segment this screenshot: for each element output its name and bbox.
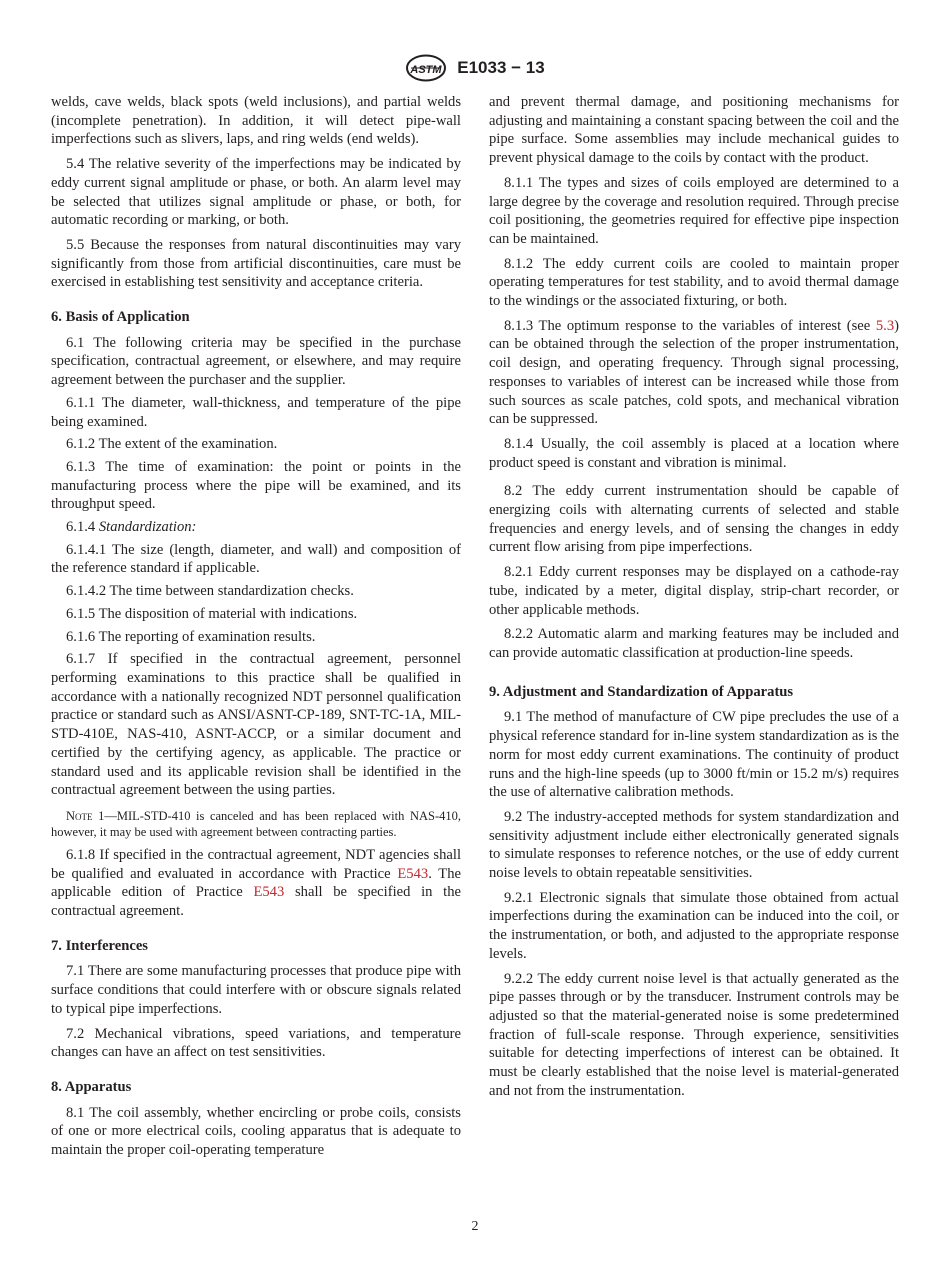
paragraph-8-1-2: 8.1.2 The eddy current coils are cooled to maintain proper operating temperatures for test stability, and to avoid thermal damage to the windings or the associated fixturing, or both. bbox=[489, 255, 899, 310]
paragraph-6-1-4-number: 6.1.4 bbox=[66, 519, 96, 536]
paragraph-6-1-8 bbox=[51, 846, 461, 921]
right-column bbox=[489, 93, 899, 1104]
paragraph-8-1-4: 8.1.4 Usually, the coil assembly is placed at a location where product speed is constant and vibration is minimal. bbox=[489, 435, 899, 471]
paragraph-8-1-1: 8.1.1 The types and sizes of coils employed are determined to a large degree by the coverage and resolution required. Through precise coil positioning, the geometries required for effective pipe inspection can be maintained. bbox=[489, 174, 899, 247]
page-number: 2 bbox=[471, 1219, 479, 1234]
paragraph-9-2-2: 9.2.2 The eddy current noise level is that actually generated as the pipe passes through or by the transducer. Instrument controls may be adjusted so that the material-generated noise is some predetermined fraction of full-scale response. Through experience, sensitivities suitable for detecting imperfections of interest can be obtained. It must be clearly established that the noise level is material-generated and not from the instrumentation. bbox=[489, 970, 899, 1099]
paragraph-8-2-2: 8.2.2 Automatic alarm and marking features may be included and can provide automatic classification at production-line speeds. bbox=[489, 626, 899, 661]
astm-logo-text: ASTM bbox=[410, 64, 442, 76]
paragraph-5-4: 5.4 The relative severity of the imperfections may be indicated by eddy current signal amplitude or phase, or both. An alarm level may be selected that utilizes signal amplitude or phase, or both, for automatic recording or marking, or both. bbox=[51, 156, 461, 229]
paragraph-8-1-3-text-a: 8.1.3 The optimum response to the variables of interest (see bbox=[504, 317, 876, 334]
paragraph-6-1-6: 6.1.6 The reporting of examination results. bbox=[66, 628, 316, 645]
paragraph-6-1-4-title: Standardization: bbox=[98, 519, 197, 536]
e543-link[interactable]: E543 bbox=[397, 865, 429, 882]
paragraph-8-2: 8.2 The eddy current instrumentation should be capable of energizing coils with alternating currents of selected and stable frequencies and energy levels, and of sensing the changes in eddy current flow arising from pipe imperfections. bbox=[489, 483, 899, 556]
left-column bbox=[51, 93, 461, 1164]
e543-link[interactable]: E543 bbox=[253, 884, 285, 901]
paragraph-6-1-8-text-b: . The applicable edition of Practice bbox=[51, 865, 461, 901]
paragraph-9-2-1: 9.2.1 Electronic signals that simulate those obtained from actual imperfections during the examination can be induced into the coil, or the instrumentation, or both, and adjusted to the appropriate response levels. bbox=[489, 889, 899, 962]
paragraph-6-1-7: 6.1.7 If specified in the contractual agreement, personnel performing examinations to this practice shall be qualified in accordance with a nationally recognized NDT personnel qualification practice or standard such as ANSI/ASNT-CP-189, SNT-TC-1A, MIL-STD-410E, NAS-410, ASNT-ACCP, or a similar document and certified by the certifying agency, as applicable. The practice or standard used and its applicable revision shall be identified in the contractual agreement between the using parties. bbox=[51, 651, 461, 799]
astm-logo bbox=[405, 54, 447, 82]
paragraph-8-1-3 bbox=[489, 317, 899, 429]
paragraph-6-1-3: 6.1.3 The time of examination: the point or points in the manufacturing process where the pipe will be examined, and its throughput speed. bbox=[51, 458, 461, 513]
paragraph-6-1-8-text-a: 6.1.8 If specified in the contractual agreement, NDT agencies shall be qualified and evaluated in accordance with Practice bbox=[51, 846, 461, 882]
paragraph-6-1-2: 6.1.2 The extent of the examination. bbox=[66, 436, 278, 453]
paragraph-5-5: 5.5 Because the responses from natural discontinuities may vary significantly from those from artificial discontinuities, care must be exercised in establishing test sensitivity and acceptance criteria. bbox=[51, 236, 461, 291]
section-5-3-link[interactable]: 5.3 bbox=[875, 317, 895, 334]
paragraph-8-1-3-text-b: ) can be obtained through the selection of the proper instrumentation, coil design, and operating frequency. Through signal processing, responses to variables of interest can be increased while those from such sources as scale patches, cold spots, and mechanical vibration can be suppressed. bbox=[489, 317, 899, 428]
document-id: E1033 − 13 bbox=[457, 58, 545, 77]
section-heading-7: 7. Interferences bbox=[51, 937, 148, 954]
paragraph-7-2: 7.2 Mechanical vibrations, speed variations, and temperature changes can have an affect on test sensitivities. bbox=[51, 1025, 461, 1061]
paragraph-8-1: 8.1 The coil assembly, whether encircling or probe coils, consists of one or more electrical coils, cooling apparatus that is adequate to maintain the proper coil-operating temperature bbox=[51, 1104, 461, 1159]
paragraph-6-1-8-text-c: shall be specified in the contractual agreement. bbox=[51, 884, 461, 920]
paragraph-8-1-continued: and prevent thermal damage, and positioning mechanisms for adjusting and maintaining a constant spacing between the coil and the pipe surface. Some assemblies may include mechanical guides to prevent physical damage to the coils by contact with the product. bbox=[489, 94, 899, 167]
section-heading-9: 9. Adjustment and Standardization of Apparatus bbox=[489, 683, 794, 700]
section-heading-6: 6. Basis of Application bbox=[51, 309, 190, 326]
paragraph-6-1: 6.1 The following criteria may be specified in the purchase specification, contractual agreement, or elsewhere, and may require agreement between the purchaser and the supplier. bbox=[51, 334, 461, 389]
paragraph-6-1-1: 6.1.1 The diameter, wall-thickness, and temperature of the pipe being examined. bbox=[51, 394, 461, 430]
paragraph-7-1: 7.1 There are some manufacturing processes that produce pipe with surface conditions that could interfere with or obscure signals related to typical pipe imperfections. bbox=[51, 963, 461, 1017]
paragraph-6-1-4 bbox=[51, 518, 461, 537]
note-1-text: —MIL-STD-410 is canceled and has been replaced with NAS-410, however, it may be used with agreement between contracting parties. bbox=[51, 808, 461, 839]
paragraph-6-1-4-1: 6.1.4.1 The size (length, diameter, and wall) and composition of the reference standard if applicable. bbox=[51, 541, 461, 577]
paragraph-9-1: 9.1 The method of manufacture of CW pipe precludes the use of a physical reference standard for in-line system standardization as is the norm for most eddy current examinations. The continuity of product runs and the high-line speeds (up to 3000 ft/min or 15.2 m/s) requires the use of alternative calibration methods. bbox=[489, 709, 899, 801]
paragraph-9-2: 9.2 The industry-accepted methods for system standardization and sensitivity adjustment include either electronically generated signals to simulate responses to reference notches, or the use of eddy current noise levels to obtain repeatable sensitivities. bbox=[489, 808, 899, 882]
section-heading-8: 8. Apparatus bbox=[51, 1078, 132, 1095]
paragraph-6-1-4-2: 6.1.4.2 The time between standardization checks. bbox=[66, 583, 354, 600]
paragraph-6-1-5: 6.1.5 The disposition of material with indications. bbox=[66, 605, 358, 622]
page-header bbox=[0, 54, 950, 82]
paragraph-5-3-continued: welds, cave welds, black spots (weld inclusions), and partial welds (incomplete penetration). In addition, it will detect pipe-wall imperfections such as slivers, laps, and ring welds (end welds). bbox=[51, 94, 461, 148]
note-1 bbox=[51, 808, 461, 840]
paragraph-8-2-1: 8.2.1 Eddy current responses may be displayed on a cathode-ray tube, indicated by a meter, digital display, strip-chart recorder, or other applicable methods. bbox=[489, 564, 899, 618]
note-1-label: Note 1 bbox=[66, 808, 105, 823]
